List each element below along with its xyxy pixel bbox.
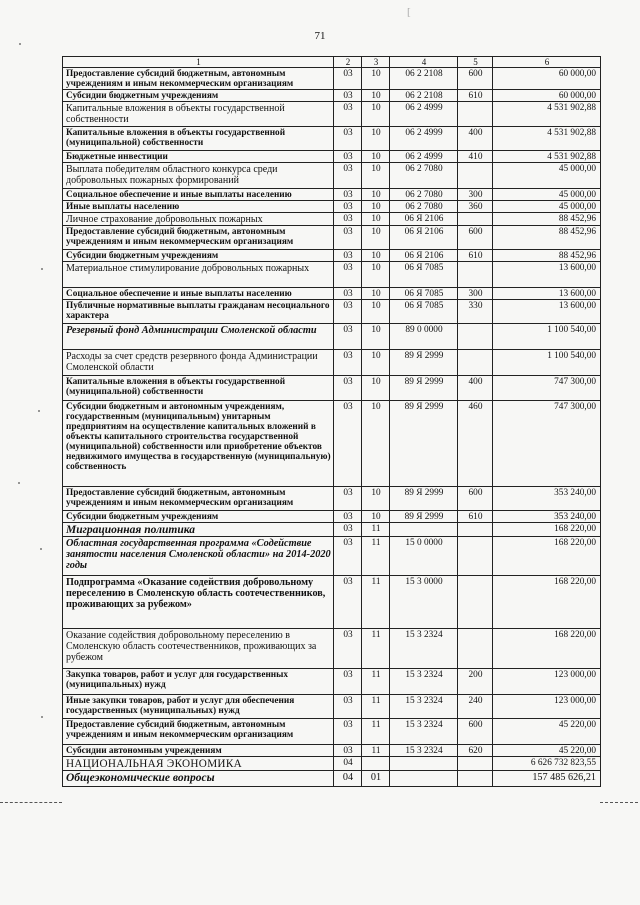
target-article-cell: 06 Я 7085 [390,288,458,300]
row-name-cell: Капитальные вложения в объекты государственной собственности [63,102,334,127]
expense-type-cell: 600 [458,487,493,511]
target-article-cell: 15 3 2324 [390,629,458,669]
subsection-code-cell: 11 [362,719,390,745]
subsection-code-cell: 10 [362,163,390,189]
amount-cell: 353 240,00 [493,511,601,523]
table-row [63,102,601,127]
section-code-cell: 03 [334,376,362,401]
row-name-cell: Субсидии бюджетным учреждениям [63,90,334,102]
expense-type-cell [458,350,493,376]
subsection-code-cell: 10 [362,511,390,523]
section-code-cell: 03 [334,226,362,250]
section-code-cell: 03 [334,511,362,523]
section-code-cell: 03 [334,90,362,102]
expense-type-cell: 610 [458,511,493,523]
row-name-cell: Личное страхование добровольных пожарных [63,213,334,226]
expense-type-cell [458,537,493,576]
amount-cell: 1 100 540,00 [493,350,601,376]
table-row [63,745,601,757]
expense-type-cell [458,757,493,771]
target-article-cell: 15 0 0000 [390,537,458,576]
subsection-code-cell: 10 [362,127,390,151]
table-row [63,376,601,401]
section-code-cell: 03 [334,719,362,745]
section-code-cell: 03 [334,300,362,324]
row-name-cell: Расходы за счет средств резервного фонда Администрации Смоленской области [63,350,334,376]
header-col-5: 5 [458,57,493,68]
subsection-code-cell: 01 [362,771,390,787]
section-code-cell: 03 [334,163,362,189]
row-name-cell: Бюджетные инвестиции [63,151,334,163]
target-article-cell: 15 3 2324 [390,695,458,719]
scan-speck [19,43,21,45]
expense-type-cell [458,213,493,226]
row-name-cell: Предоставление субсидий бюджетным, автономным учреждениям и иным некоммерческим организациям [63,719,334,745]
amount-cell: 747 300,00 [493,401,601,487]
table-row [63,163,601,189]
amount-cell: 88 452,96 [493,213,601,226]
section-code-cell: 03 [334,523,362,537]
target-article-cell: 06 2 4999 [390,151,458,163]
table-row [63,288,601,300]
expense-type-cell: 600 [458,68,493,90]
section-code-cell: 03 [334,324,362,350]
row-name-cell: Миграционная политика [63,523,334,537]
target-article-cell: 89 Я 2999 [390,376,458,401]
header-col-3: 3 [362,57,390,68]
amount-cell: 13 600,00 [493,288,601,300]
amount-cell: 123 000,00 [493,669,601,695]
expense-type-cell [458,262,493,288]
subsection-code-cell: 10 [362,250,390,262]
subsection-code-cell: 10 [362,300,390,324]
section-code-cell: 03 [334,669,362,695]
row-name-cell: Социальное обеспечение и иные выплаты населению [63,288,334,300]
target-article-cell: 89 Я 2999 [390,350,458,376]
table-row [63,576,601,629]
amount-cell: 168 220,00 [493,629,601,669]
section-code-cell: 03 [334,201,362,213]
table-row [63,151,601,163]
section-code-cell: 03 [334,68,362,90]
table-row [63,189,601,201]
row-name-cell: Резервный фонд Администрации Смоленской области [63,324,334,350]
expense-type-cell: 400 [458,376,493,401]
target-article-cell: 06 Я 7085 [390,300,458,324]
subsection-code-cell: 10 [362,151,390,163]
amount-cell: 168 220,00 [493,523,601,537]
target-article-cell: 06 Я 2106 [390,250,458,262]
target-article-cell: 89 Я 2999 [390,401,458,487]
row-name-cell: Предоставление субсидий бюджетным, автономным учреждениям и иным некоммерческим организациям [63,487,334,511]
section-code-cell: 03 [334,629,362,669]
target-article-cell [390,771,458,787]
scan-mark: [ [407,6,411,18]
subsection-code-cell: 11 [362,695,390,719]
row-name-cell: Закупка товаров, работ и услуг для государственных (муниципальных) нужд [63,669,334,695]
page-number: 71 [314,30,326,42]
table-row [63,213,601,226]
amount-cell: 157 485 626,21 [493,771,601,787]
amount-cell: 168 220,00 [493,576,601,629]
section-code-cell: 04 [334,757,362,771]
table-header-row [63,57,601,68]
subsection-code-cell: 11 [362,537,390,576]
target-article-cell: 06 Я 2106 [390,213,458,226]
subsection-code-cell: 10 [362,401,390,487]
subsection-code-cell: 10 [362,102,390,127]
row-name-cell: Капитальные вложения в объекты государственной (муниципальной) собственности [63,376,334,401]
table-row [63,537,601,576]
subsection-code-cell: 10 [362,350,390,376]
table-row [63,300,601,324]
table-row [63,401,601,487]
expense-type-cell: 360 [458,201,493,213]
section-code-cell: 03 [334,350,362,376]
expense-type-cell: 400 [458,127,493,151]
section-code-cell: 03 [334,288,362,300]
expense-type-cell [458,523,493,537]
budget-table [62,56,601,787]
section-code-cell: 03 [334,102,362,127]
scan-dash-right [600,802,638,803]
row-name-cell: Оказание содействия добровольному переселению в Смоленскую область соотечественников, проживающих за рубежом [63,629,334,669]
expense-type-cell: 460 [458,401,493,487]
expense-type-cell [458,324,493,350]
amount-cell: 13 600,00 [493,300,601,324]
table-row [63,511,601,523]
table-row [63,201,601,213]
subsection-code-cell: 11 [362,576,390,629]
amount-cell: 45 000,00 [493,189,601,201]
expense-type-cell [458,576,493,629]
section-code-cell: 03 [334,127,362,151]
expense-type-cell [458,629,493,669]
header-col-6: 6 [493,57,601,68]
expense-type-cell: 410 [458,151,493,163]
header-col-4: 4 [390,57,458,68]
subsection-code-cell: 10 [362,189,390,201]
expense-type-cell: 300 [458,288,493,300]
amount-cell: 4 531 902,88 [493,151,601,163]
subsection-code-cell: 11 [362,745,390,757]
target-article-cell [390,757,458,771]
scan-speck [40,548,42,550]
table-row [63,771,601,787]
amount-cell: 60 000,00 [493,68,601,90]
amount-cell: 60 000,00 [493,90,601,102]
header-col-1: 1 [63,57,334,68]
table-row [63,757,601,771]
row-name-cell: Субсидии автономным учреждениям [63,745,334,757]
row-name-cell: Выплата победителям областного конкурса среди добровольных пожарных формирований [63,163,334,189]
scan-speck [18,482,20,484]
target-article-cell: 89 Я 2999 [390,511,458,523]
scan-dash-left [0,802,62,803]
table-row [63,669,601,695]
amount-cell: 353 240,00 [493,487,601,511]
expense-type-cell: 200 [458,669,493,695]
table-row [63,719,601,745]
scan-speck [41,716,43,718]
expense-type-cell [458,771,493,787]
row-name-cell: НАЦИОНАЛЬНАЯ ЭКОНОМИКА [63,757,334,771]
expense-type-cell: 330 [458,300,493,324]
row-name-cell: Областная государственная программа «Содействие занятости населения Смоленской области» на 2014-2020 годы [63,537,334,576]
table-row [63,695,601,719]
row-name-cell: Субсидии бюджетным и автономным учреждениям, государственным (муниципальным) унитарным предприятиям на осуществление капитальных вложений в объекты капитального строительства государственной (муниципальной) собственности или приобретение объектов недвижимого имущества в государственную (муниципальную) собственность [63,401,334,487]
table-row [63,68,601,90]
target-article-cell: 15 3 0000 [390,576,458,629]
expense-type-cell: 620 [458,745,493,757]
header-col-2: 2 [334,57,362,68]
section-code-cell: 03 [334,151,362,163]
row-name-cell: Социальное обеспечение и иные выплаты населению [63,189,334,201]
target-article-cell: 06 2 2108 [390,90,458,102]
row-name-cell: Субсидии бюджетным учреждениям [63,511,334,523]
row-name-cell: Иные выплаты населению [63,201,334,213]
subsection-code-cell: 11 [362,669,390,695]
scan-speck [41,268,43,270]
section-code-cell: 03 [334,745,362,757]
section-code-cell: 03 [334,695,362,719]
table-row [63,226,601,250]
target-article-cell: 89 Я 2999 [390,487,458,511]
target-article-cell: 06 Я 2106 [390,226,458,250]
table-row [63,629,601,669]
amount-cell: 168 220,00 [493,537,601,576]
table-row [63,350,601,376]
subsection-code-cell: 10 [362,90,390,102]
amount-cell: 45 000,00 [493,163,601,189]
expense-type-cell: 300 [458,189,493,201]
expense-type-cell: 610 [458,90,493,102]
table-row [63,90,601,102]
section-code-cell: 03 [334,487,362,511]
amount-cell: 45 220,00 [493,745,601,757]
amount-cell: 13 600,00 [493,262,601,288]
row-name-cell: Общеэкономические вопросы [63,771,334,787]
amount-cell: 88 452,96 [493,226,601,250]
amount-cell: 747 300,00 [493,376,601,401]
table-row [63,127,601,151]
row-name-cell: Подпрограмма «Оказание содействия добровольному переселению в Смоленскую область соотечественников, проживающих за рубежом» [63,576,334,629]
subsection-code-cell: 10 [362,288,390,300]
target-article-cell: 89 0 0000 [390,324,458,350]
target-article-cell: 15 3 2324 [390,745,458,757]
section-code-cell: 03 [334,213,362,226]
section-code-cell: 03 [334,262,362,288]
target-article-cell: 15 3 2324 [390,719,458,745]
amount-cell: 45 000,00 [493,201,601,213]
section-code-cell: 04 [334,771,362,787]
target-article-cell: 06 2 7080 [390,163,458,189]
target-article-cell: 06 2 7080 [390,201,458,213]
expense-type-cell: 600 [458,719,493,745]
subsection-code-cell: 10 [362,376,390,401]
row-name-cell: Материальное стимулирование добровольных пожарных [63,262,334,288]
amount-cell: 1 100 540,00 [493,324,601,350]
subsection-code-cell: 10 [362,262,390,288]
subsection-code-cell: 10 [362,68,390,90]
subsection-code-cell: 10 [362,487,390,511]
amount-cell: 123 000,00 [493,695,601,719]
table-row [63,262,601,288]
subsection-code-cell [362,757,390,771]
row-name-cell: Капитальные вложения в объекты государственной (муниципальной) собственности [63,127,334,151]
target-article-cell [390,523,458,537]
row-name-cell: Предоставление субсидий бюджетным, автономным учреждениям и иным некоммерческим организациям [63,226,334,250]
amount-cell: 88 452,96 [493,250,601,262]
row-name-cell: Иные закупки товаров, работ и услуг для обеспечения государственных (муниципальных) нужд [63,695,334,719]
section-code-cell: 03 [334,401,362,487]
amount-cell: 4 531 902,88 [493,127,601,151]
amount-cell: 45 220,00 [493,719,601,745]
target-article-cell: 06 2 7080 [390,189,458,201]
table-row [63,487,601,511]
row-name-cell: Субсидии бюджетным учреждениям [63,250,334,262]
section-code-cell: 03 [334,576,362,629]
expense-type-cell: 610 [458,250,493,262]
target-article-cell: 06 2 2108 [390,68,458,90]
subsection-code-cell: 10 [362,201,390,213]
expense-type-cell [458,102,493,127]
table-row [63,324,601,350]
table-row [63,250,601,262]
section-code-cell: 03 [334,537,362,576]
scan-speck [38,410,40,412]
subsection-code-cell: 10 [362,226,390,250]
expense-type-cell [458,163,493,189]
section-code-cell: 03 [334,250,362,262]
amount-cell: 6 626 732 823,55 [493,757,601,771]
amount-cell: 4 531 902,88 [493,102,601,127]
subsection-code-cell: 10 [362,324,390,350]
subsection-code-cell: 11 [362,523,390,537]
row-name-cell: Публичные нормативные выплаты гражданам несоциального характера [63,300,334,324]
expense-type-cell: 240 [458,695,493,719]
section-code-cell: 03 [334,189,362,201]
table-row [63,523,601,537]
target-article-cell: 15 3 2324 [390,669,458,695]
target-article-cell: 06 2 4999 [390,102,458,127]
row-name-cell: Предоставление субсидий бюджетным, автономным учреждениям и иным некоммерческим организациям [63,68,334,90]
target-article-cell: 06 2 4999 [390,127,458,151]
subsection-code-cell: 11 [362,629,390,669]
subsection-code-cell: 10 [362,213,390,226]
target-article-cell: 06 Я 7085 [390,262,458,288]
expense-type-cell: 600 [458,226,493,250]
